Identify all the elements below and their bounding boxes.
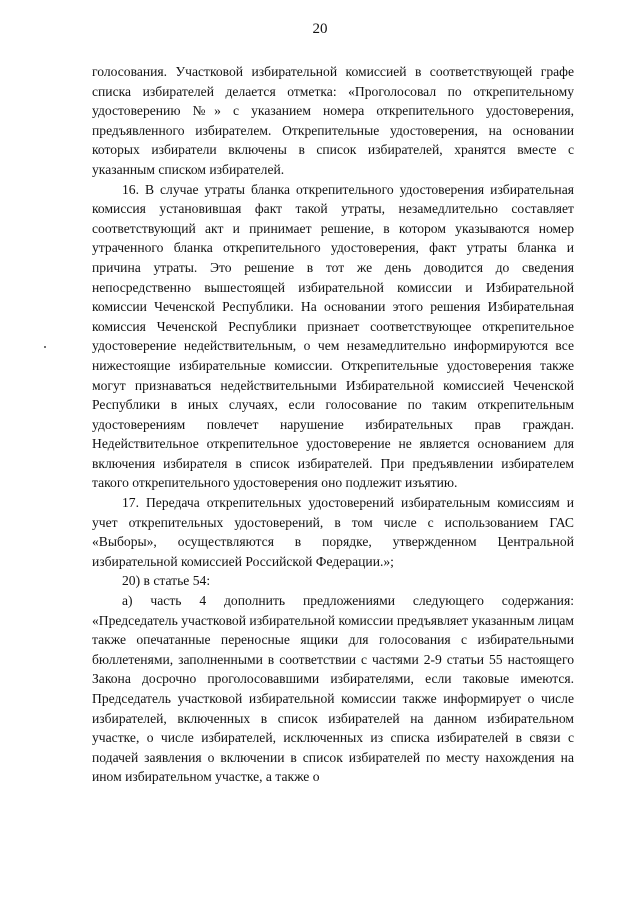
- scan-speck: [44, 346, 46, 348]
- page-number: 20: [312, 21, 328, 37]
- paragraph-item-16: 16. В случае утраты бланка открепительного удостоверения избирательная комиссия установившая факт такой утраты, незамедлительно составляет соответствующий акт и принимает решение, в котором указываются номер утраченного бланка открепительного удостоверения, факт утраты бланка и причина утраты. Это решение в тот же день доводится до сведения непосредственно вышестоящей избирательной комиссии и Избирательной комиссии Чеченской Республики. На основании этого решения Избирательная комиссия Чеченской Республики признает соответствующее открепительное удостоверение недействительным, о чем незамедлительно информируются все нижестоящие избирательные комиссии. Открепительные удостоверения также могут признаваться недействительными Избирательной комиссией Чеченской Республики в иных случаях, если голосование по таким открепительным удостоверениям повлечет нарушение избирательных прав граждан. Недействительное открепительное удостоверение не является основанием для включения избирателя в список избирателей. При предъявлении избирателем такого открепительного удостоверения оно подлежит изъятию.: [92, 181, 574, 491]
- paragraph-item-17: 17. Передача открепительных удостоверений избирательным комиссиям и учет открепительных удостоверений, в том числе с использованием ГАС «Выборы», осуществляются в порядке, утвержденном Центральной избирательной комиссией Российской Федерации.»;: [92, 495, 574, 569]
- paragraph-continuation: голосования. Участковой избирательной комиссией в соответствующей графе списка избирателей делается отметка: «Проголосовал по открепительному удостоверению №» с указанием номера открепительного удостоверения, предъявленного избирателем. Открепительные удостоверения, на основании которых избиратели включены в список избирателей, хранятся вместе с указанным списком избирателей.: [92, 64, 574, 177]
- paragraph-subitem-a: а) часть 4 дополнить предложениями следующего содержания: «Председатель участковой избирательной комиссии предъявляет указанным лицам также опечатанные переносные ящики для голосования с избирательными бюллетенями, заполненными в соответствии с частями 2-9 статьи 55 настоящего Закона досрочно проголосовавшими избирателями, если таковые имеются. Председатель участковой избирательной комиссии также информирует о числе избирателей, включенных в список избирателей на данном избирательном участке, о числе избирателей, исключенных из списка избирателей в связи с подачей заявления о включении в список избирателей по месту нахождения на ином избирательном участке, а также о: [92, 593, 574, 785]
- paragraph-item-20: 20) в статье 54:: [122, 573, 211, 589]
- document-body: [92, 62, 574, 787]
